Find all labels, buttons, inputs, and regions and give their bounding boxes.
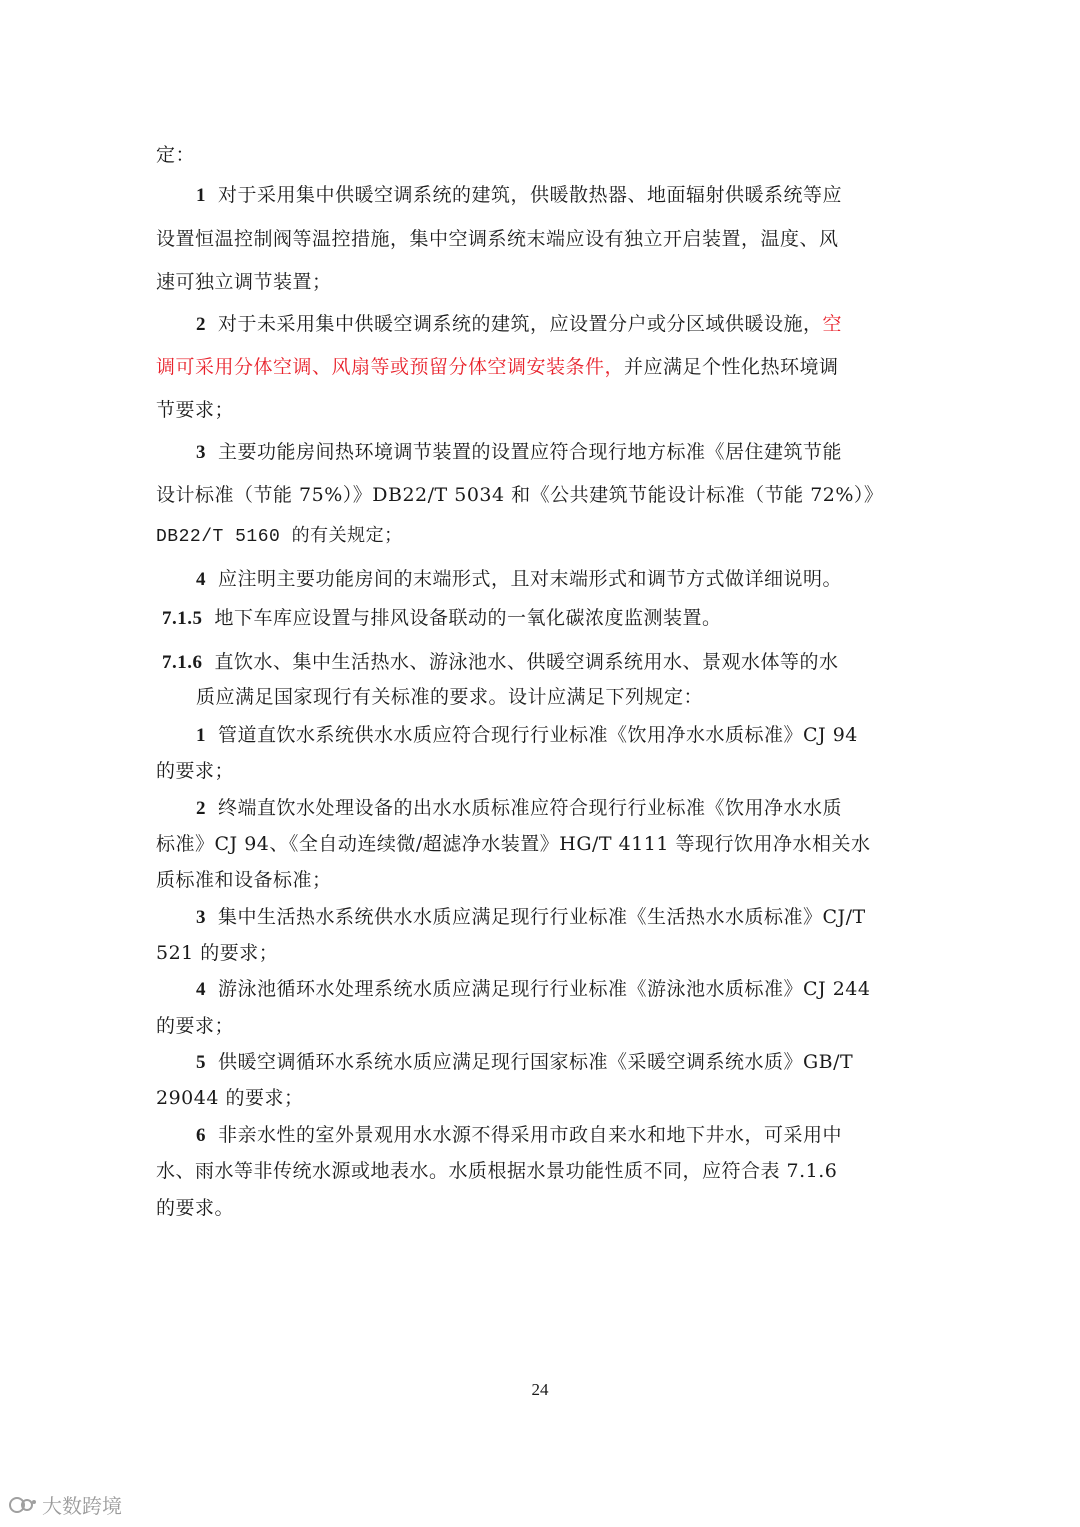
- item-text: 管道直饮水系统供水水质应符合现行行业标准《饮用净水水质标准》CJ 94: [218, 724, 858, 746]
- item-text: 集中生活热水系统供水水质应满足现行行业标准《生活热水水质标准》CJ/T: [218, 906, 866, 928]
- page-number: 24: [531, 1380, 549, 1399]
- list-item: [196, 796, 918, 821]
- list-item: [196, 1050, 918, 1075]
- item-text: 的要求。: [156, 1197, 235, 1219]
- list-item: [196, 1123, 918, 1148]
- item-text: 的要求；: [156, 760, 235, 782]
- item-number: 3: [196, 442, 206, 463]
- item-text: 对于采用集中供暖空调系统的建筑，供暖散热器、地面辐射供暖系统等应: [218, 184, 843, 206]
- list-item: [196, 977, 918, 1002]
- list-item: [196, 183, 918, 208]
- list-item: [196, 312, 918, 337]
- item-text: 水、雨水等非传统水源或地表水。水质根据水景功能性质不同，应符合表 7.1.6: [156, 1160, 838, 1182]
- item-number: 4: [196, 979, 206, 1000]
- item-text: 标准》CJ 94、《全自动连续微/超滤净水装置》HG/T 4111 等现行饮用净水相关水: [156, 833, 871, 855]
- item-text: DB22/T 5160 的有关规定；: [156, 527, 403, 547]
- item-text: 的要求；: [156, 1015, 235, 1037]
- item-text: 主要功能房间热环境调节装置的设置应符合现行地方标准《居住建筑节能: [218, 441, 843, 463]
- watermark: [8, 1490, 122, 1519]
- item-number: 1: [196, 725, 206, 746]
- item-text: [156, 355, 918, 379]
- item-number: 4: [196, 569, 206, 590]
- item-text: 速可独立调节装置；: [156, 271, 332, 293]
- item-number: 1: [196, 185, 206, 206]
- item-text: 设计标准（节能 75%）》DB22/T 5034 和《公共建筑节能设计标准（节能 72%）》: [156, 484, 884, 506]
- clause-text: 地下车库应设置与排风设备联动的一氧化碳浓度监测装置。: [214, 607, 722, 629]
- clause-number: 7.1.6: [162, 652, 203, 673]
- intro-text: 定：: [156, 144, 196, 166]
- item-number: 2: [196, 314, 206, 335]
- list-item: [196, 905, 918, 930]
- item-text: 设置恒温控制阀等温控措施，集中空调系统末端应设有独立开启装置，温度、风: [156, 228, 839, 250]
- list-item: [196, 723, 918, 748]
- list-item: [196, 567, 918, 592]
- list-item: [196, 440, 918, 465]
- item-text: 29044 的要求；: [156, 1087, 304, 1109]
- item-text: 非亲水性的室外景观用水水源不得采用市政自来水和地下井水，可采用中: [218, 1124, 843, 1146]
- item-number: 5: [196, 1052, 206, 1073]
- clause-7-1-5: [162, 606, 918, 631]
- item-text: 质标准和设备标准；: [156, 869, 332, 891]
- item-text: 供暖空调循环水系统水质应满足现行国家标准《采暖空调系统水质》GB/T: [218, 1051, 854, 1073]
- item-text: 终端直饮水处理设备的出水水质标准应符合现行行业标准《饮用净水水质: [218, 797, 843, 819]
- item-text: 并应满足个性化热环境调: [624, 356, 839, 378]
- highlighted-text: 空: [822, 313, 843, 335]
- item-number: 6: [196, 1125, 206, 1146]
- clause-number: 7.1.5: [162, 608, 203, 629]
- clause-text: 质应满足国家现行有关标准的要求。设计应满足下列规定：: [196, 686, 704, 708]
- clause-7-1-6: [162, 650, 918, 675]
- item-text: 应注明主要功能房间的末端形式，且对末端形式和调节方式做详细说明。: [218, 568, 843, 590]
- highlighted-text: 调可采用分体空调、风扇等或预留分体空调安装条件，: [156, 356, 625, 378]
- item-number: 2: [196, 798, 206, 819]
- item-text: 游泳池循环水处理系统水质应满足现行行业标准《游泳池水质标准》CJ 244: [218, 978, 871, 1000]
- brand-logo-icon: [8, 1494, 38, 1516]
- clause-text: 直饮水、集中生活热水、游泳池水、供暖空调系统用水、景观水体等的水: [214, 651, 839, 673]
- item-number: 3: [196, 907, 206, 928]
- item-text: 521 的要求；: [156, 942, 279, 964]
- item-text: 节要求；: [156, 399, 235, 421]
- item-text: 对于未采用集中供暖空调系统的建筑，应设置分户或分区域供暖设施，: [218, 313, 823, 335]
- watermark-text: 大数跨境: [42, 1494, 122, 1518]
